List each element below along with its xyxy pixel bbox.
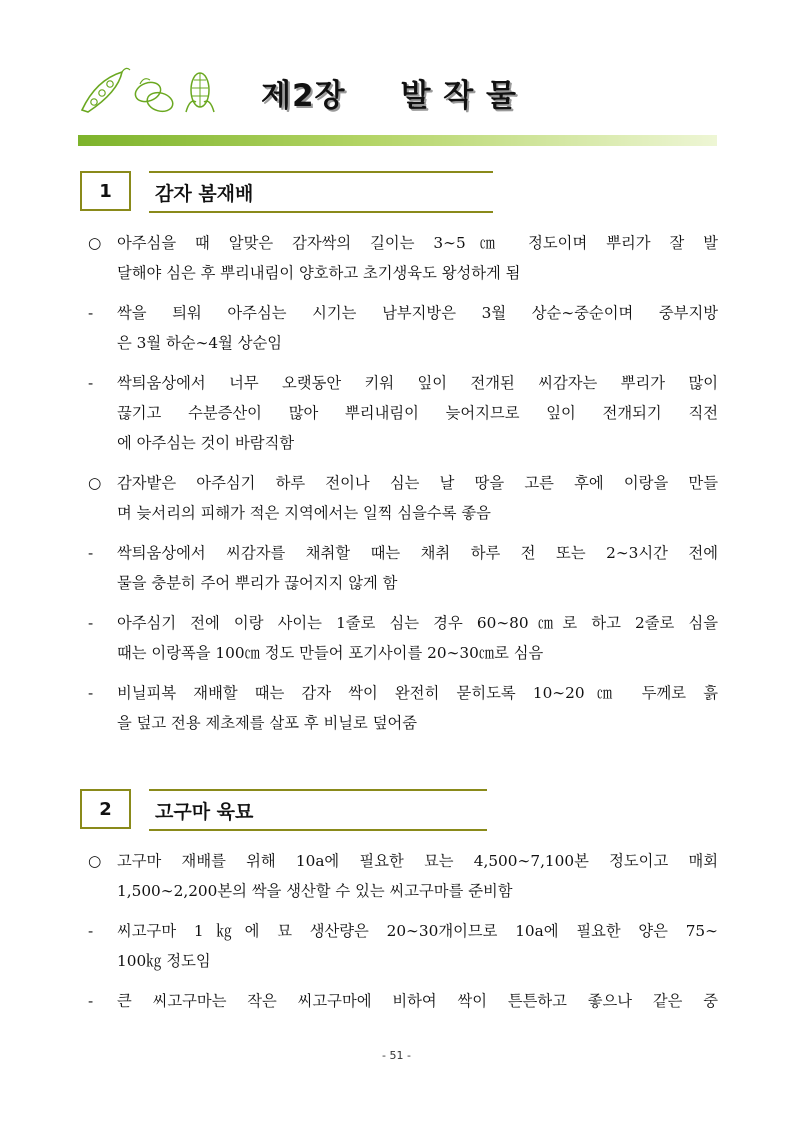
text-line: 큰 씨고구마는 작은 씨고구마에 비하여 싹이 튼튼하고 좋으나 같은 중	[117, 992, 718, 1010]
bullet-marker: ○	[88, 234, 102, 252]
section-number: 1	[80, 171, 131, 211]
text-line: 끊기고 수분증산이 많아 뿌리내림이 늦어지므로 잎이 전개되기 직전	[117, 404, 718, 422]
paragraph-7	[88, 678, 718, 738]
text-line: 물을 충분히 주어 뿌리가 끊어지지 않게 함	[117, 574, 398, 592]
chapter-header	[78, 62, 718, 122]
dash-marker: -	[88, 992, 94, 1010]
section-title: 고구마 육묘	[149, 789, 487, 831]
chapter-title	[261, 70, 517, 115]
paragraph-2	[88, 916, 718, 976]
text-line: 싹틔움상에서 너무 오랫동안 키워 잎이 전개된 씨감자는 뿌리가 많이	[117, 374, 718, 392]
text-line: 100㎏ 정도임	[117, 952, 211, 970]
text-line: 을 덮고 전용 제초제를 살포 후 비닐로 덮어줌	[117, 714, 418, 732]
paragraph-4	[88, 468, 718, 528]
section-2-heading	[80, 789, 488, 833]
text-line: 씨고구마 1㎏에 묘 생산량은 20∼30개이므로 10a에 필요한 양은 75∼	[117, 922, 718, 940]
text-line: 며 늦서리의 피해가 적은 지역에서는 일찍 심을수록 좋음	[117, 504, 491, 522]
text-line: 싹을 틔워 아주심는 시기는 남부지방은 3월 상순∼중순이며 중부지방	[117, 304, 718, 322]
text-line: 싹틔움상에서 씨감자를 채취할 때는 채취 하루 전 또는 2∼3시간 전에	[117, 544, 718, 562]
page-number: - 51 -	[382, 1049, 411, 1062]
text-line: 고구마 재배를 위해 10a에 필요한 묘는 4,500∼7,100본 정도이고 매회	[117, 852, 718, 870]
header-divider	[78, 135, 717, 146]
bullet-marker: ○	[88, 852, 102, 870]
pea-pod-icon	[82, 68, 130, 112]
paragraph-2	[88, 298, 718, 358]
paragraph-1	[88, 228, 718, 288]
dash-marker: -	[88, 684, 94, 702]
dash-marker: -	[88, 614, 94, 632]
paragraph-3	[88, 986, 718, 1016]
section-2-content	[88, 846, 718, 1016]
section-1-content	[88, 228, 718, 738]
dash-marker: -	[88, 374, 94, 392]
section-title: 감자 봄재배	[149, 171, 493, 213]
paragraph-3	[88, 368, 718, 458]
section-1-heading	[80, 171, 494, 215]
sweet-potato-icon	[133, 79, 175, 114]
dash-marker: -	[88, 304, 94, 322]
paragraph-5	[88, 538, 718, 598]
text-line: 에 아주심는 것이 바람직함	[117, 434, 295, 452]
crop-icons	[78, 62, 228, 122]
text-line: 아주심을 때 알맞은 감자싹의 길이는 3∼5㎝ 정도이며 뿌리가 잘 발	[117, 234, 718, 252]
chapter-name: 발 작 물	[400, 78, 517, 114]
text-line: 비닐피복 재배할 때는 감자 싹이 완전히 묻히도록 10∼20㎝ 두께로 흙	[117, 684, 718, 702]
chapter-label: 제2장	[261, 78, 346, 114]
paragraph-1	[88, 846, 718, 906]
corn-icon	[186, 73, 214, 112]
text-line: 은 3월 하순∼4월 상순임	[117, 334, 283, 352]
paragraph-6	[88, 608, 718, 668]
section-number: 2	[80, 789, 131, 829]
text-line: 아주심기 전에 이랑 사이는 1줄로 심는 경우 60∼80㎝로 하고 2줄로 심을	[117, 614, 718, 632]
dash-marker: -	[88, 922, 94, 940]
text-line: 감자밭은 아주심기 하루 전이나 심는 날 땅을 고른 후에 이랑을 만들	[117, 474, 718, 492]
text-line: 1,500∼2,200본의 싹을 생산할 수 있는 씨고구마를 준비함	[117, 882, 513, 900]
dash-marker: -	[88, 544, 94, 562]
text-line: 달해야 심은 후 뿌리내림이 양호하고 초기생육도 왕성하게 됨	[117, 264, 521, 282]
text-line: 때는 이랑폭을 100㎝ 정도 만들어 포기사이를 20∼30㎝로 심음	[117, 644, 544, 662]
bullet-marker: ○	[88, 474, 102, 492]
